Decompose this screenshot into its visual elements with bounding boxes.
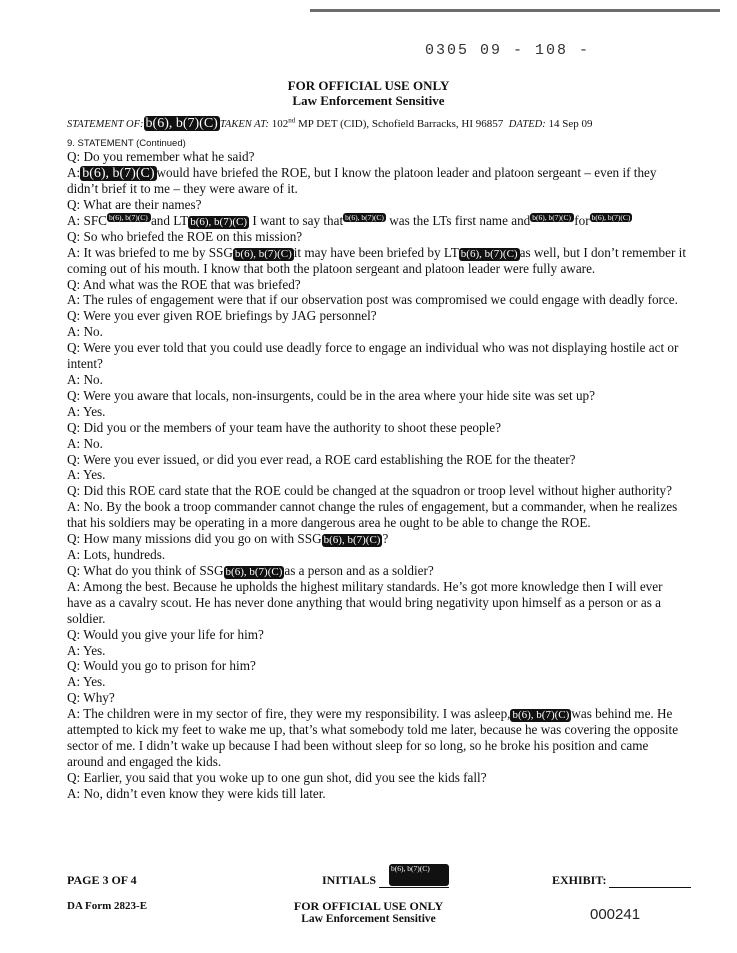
- top-rule: [310, 9, 720, 12]
- qa-line: A: Yes.: [67, 467, 106, 483]
- exhibit-field: [552, 873, 691, 888]
- qa-line: Q: Do you remember what he said?: [67, 149, 255, 164]
- redaction-block: b(6), b(7)(C): [512, 709, 570, 722]
- qa-line: A: No. By the book a troop commander cannot change the rules of engagement, but a commander, when he realizes that his soldiers may be operating in a more dangerous area he ought to be able to change the ROE.: [67, 499, 678, 531]
- qa-line: Q: Were you ever told that you could use deadly force to engage an individual who was not displaying hostile act or intent?: [67, 340, 679, 372]
- redaction-block: b(6), b(7)(C): [82, 165, 155, 181]
- qa-line: Q: So who briefed the ROE on this mission?: [67, 228, 303, 244]
- qa-line: A: Yes.: [67, 674, 106, 690]
- qa-line: Q: What do you think of SSG b(6), b(7)(C) as a person and as a soldier?: [67, 562, 434, 578]
- statement-of-label: STATEMENT OF:: [67, 119, 144, 130]
- redaction-block: b(6), b(7)(C): [530, 213, 574, 222]
- qa-line: A: It was briefed to me by SSG b(6), b(7)(C) it may have been briefed by LT b(6), b(7)(C) as well, but I don’t remember it coming out of his mouth. I know that both the platoon sergeant and platoon leader were fully aware.: [67, 244, 686, 276]
- taken-at-value: 102nd MP DET (CID), Schofield Barracks, HI 96857: [268, 116, 504, 130]
- qa-line: A: No.: [67, 435, 103, 451]
- qa-line: A: Yes.: [67, 403, 106, 419]
- taken-at-label: TAKEN AT:: [219, 119, 269, 130]
- redaction-block: b(6), b(7)(C): [460, 247, 518, 260]
- qa-line: Q: Did this ROE card state that the ROE could be changed at the squadron or troop level without higher authority?: [67, 483, 673, 499]
- redaction-block: b(6), b(7)(C): [107, 213, 151, 222]
- redaction-block: b(6), b(7)(C): [190, 215, 248, 228]
- qa-line: A: The children were in my sector of fire, they were my responsibility. I was asleep, b(6), b(7)(C) was behind me. He attempted to kick my feet to wake me up, that’s what somebody told me later, because he was covering the opposite sector of me. I didn’t wake up because I had been without sleep for so long, so he broke his position and came around and engaged the kids.: [67, 706, 679, 769]
- qa-line: Q: Were you ever issued, or did you ever read, a ROE card establishing the ROE for the theater?: [67, 451, 576, 467]
- initials-label: INITIALS: [322, 873, 377, 887]
- header-sensitivity: Law Enforcement Sensitive: [292, 93, 445, 108]
- qa-line: A: No, didn’t even know they were kids till later.: [67, 785, 326, 801]
- redaction-block: b(6), b(7)(C): [234, 247, 292, 260]
- qa-line: A: No.: [67, 371, 103, 387]
- document-number: 0305 09 - 108 -: [425, 42, 591, 59]
- qa-line: A: SFC b(6), b(7)(C) and LT b(6), b(7)(C) I want to say that b(6), b(7)(C) was the LTs first name and b(6), b(7)(C) for b(6), b(7)(C): [67, 212, 631, 228]
- redaction-block: b(6), b(7)(C): [389, 864, 449, 886]
- form-label: DA Form 2823-E: [67, 900, 148, 912]
- redaction-block: b(6), b(7)(C): [591, 212, 631, 222]
- qa-line: Q: What are their names?: [67, 196, 202, 212]
- qa-line: Q: How many missions did you go on with SSG b(6), b(7)(C) ?: [67, 531, 389, 547]
- qa-line: A: No.: [67, 324, 103, 340]
- redaction-block: b(6), b(7)(C): [323, 534, 381, 547]
- header-classification: FOR OFFICIAL USE ONLY: [287, 78, 450, 93]
- exhibit-line: [609, 875, 691, 888]
- initials-line: [379, 864, 449, 888]
- exhibit-label: EXHIBIT:: [552, 873, 607, 887]
- handwritten-page-number: 000241: [590, 906, 641, 923]
- qa-line: A: Among the best. Because he upholds the highest military standards. He’s got more knowledge then I will ever have as a cavalry scout. He has never done anything that would bring negativity upon himself as a person or as a soldier.: [67, 578, 663, 626]
- qa-line: Q: Would you give your life for him?: [67, 626, 264, 642]
- dated-label: DATED:: [508, 119, 546, 130]
- footer-classification: FOR OFFICIAL USE ONLY: [293, 899, 444, 913]
- qa-line: Q: Earlier, you said that you woke up to one gun shot, did you see the kids fall?: [67, 769, 487, 785]
- footer-sensitivity: Law Enforcement Sensitive: [301, 913, 436, 925]
- qa-line: Q: Did you or the members of your team have the authority to shoot these people?: [67, 419, 501, 435]
- redaction-block: b(6), b(7)(C): [225, 565, 283, 578]
- qa-line: A: Lots, hundreds.: [67, 547, 166, 563]
- qa-line: Q: Were you ever given ROE briefings by JAG personnel?: [67, 308, 377, 324]
- qa-line: Q: Were you aware that locals, non-insurgents, could be in the area where your hide site was set up?: [67, 387, 595, 403]
- qa-line: A: Yes.: [67, 642, 106, 658]
- section-heading: 9. STATEMENT (Continued): [67, 138, 186, 149]
- dated-value: 14 Sep 09: [545, 118, 593, 130]
- qa-line: Q: Would you go to prison for him?: [67, 658, 256, 674]
- qa-line: A: b(6), b(7)(C) would have briefed the ROE, but I know the platoon leader and platoon sergeant – even if they didn’t brief it to me – they were aware of it.: [67, 164, 657, 196]
- qa-line: A: The rules of engagement were that if our observation post was compromised we could engage with deadly force.: [67, 292, 678, 308]
- qa-line: Q: Why?: [67, 690, 115, 706]
- redaction-block: b(6), b(7)(C): [145, 116, 218, 131]
- qa-line: Q: And what was the ROE that was briefed?: [67, 276, 301, 292]
- initials-field: [322, 864, 449, 888]
- statement-line: [67, 116, 592, 131]
- redaction-block: b(6), b(7)(C): [345, 212, 384, 222]
- page-number: PAGE 3 OF 4: [67, 873, 137, 887]
- statement-body: [67, 149, 687, 802]
